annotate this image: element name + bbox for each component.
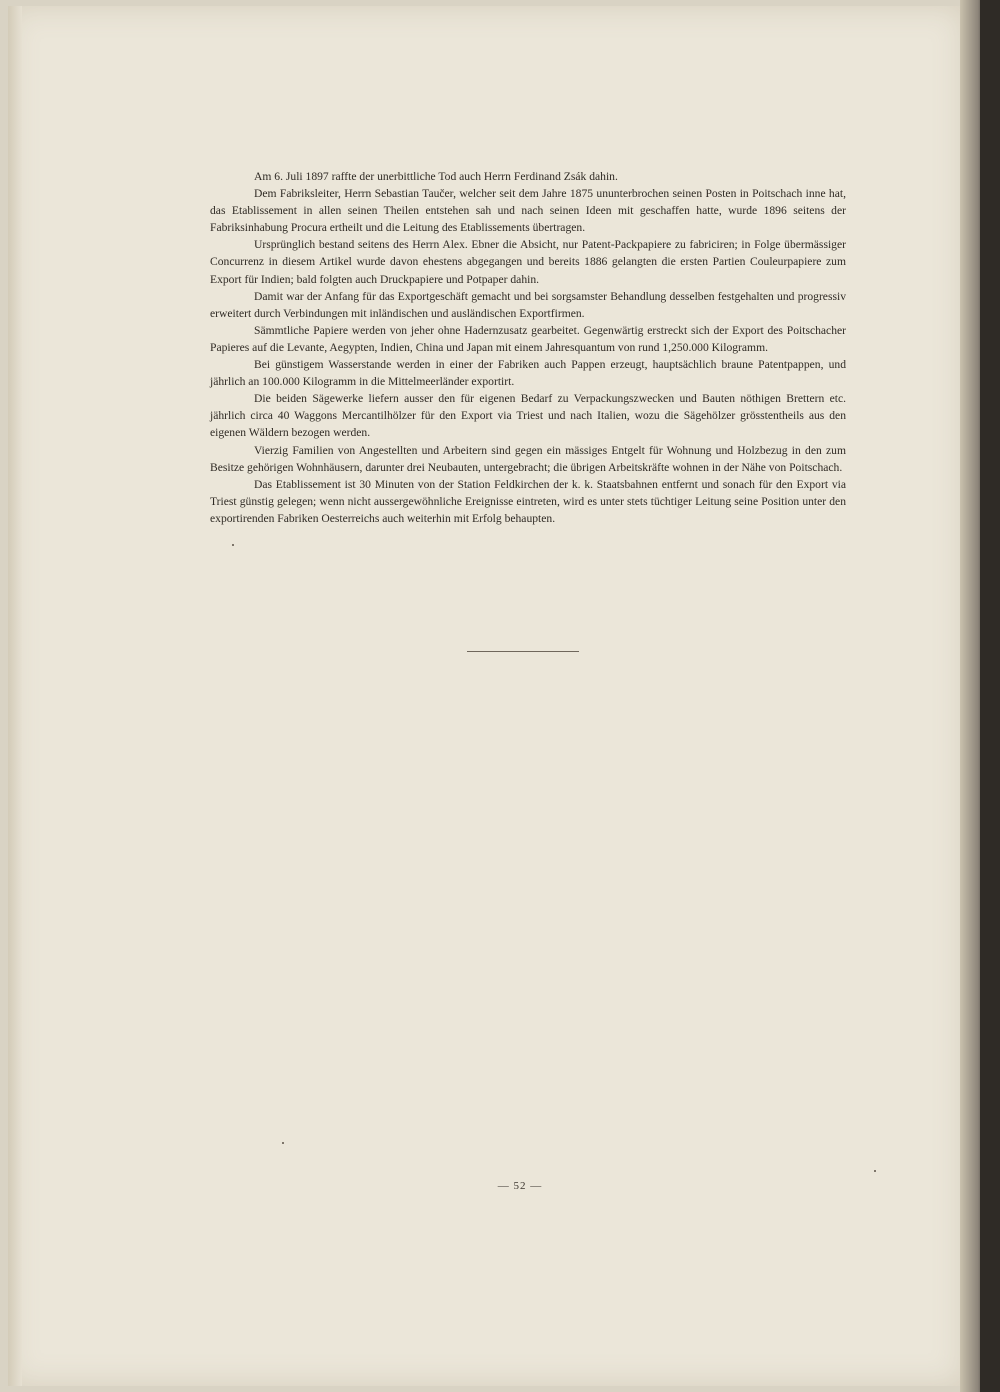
paragraph: Sämmtliche Papiere werden von jeher ohne Hadernzusatz gearbeitet. Gegenwärtig erstreckt sich der Export des Poitschacher Papieres auf die Levante, Aegypten, Indien, China und Japan mit einem Jahresquantum von rund 1,250.000 Kilogramm.	[210, 323, 846, 354]
paragraph: Am 6. Juli 1897 raffte der unerbittliche Tod auch Herrn Ferdinand Zsák dahin.	[254, 170, 618, 183]
paragraph: Bei günstigem Wasserstande werden in einer der Fabriken auch Pappen erzeugt, hauptsächlich braune Patentpappen, und jährlich an 100.000 Kilogramm in die Mittelmeerländer exportirt.	[210, 358, 846, 389]
paper-speck	[282, 1142, 284, 1144]
page-number: — 52 —	[497, 1180, 543, 1192]
page-binding-edge	[8, 6, 22, 1386]
paragraph: Ursprünglich bestand seitens des Herrn Alex. Ebner die Absicht, nur Patent-Packpapiere zu fabriciren; in Folge übermässiger Concurrenz in diesem Artikel wurde davon ehestens abgegangen und bereits 1886 gelangten die ersten Partien Couleurpapiere zum Export für Indien; bald folgten auch Druckpapiere und Potpaper dahin.	[210, 238, 846, 286]
paper-speck	[874, 1170, 876, 1172]
paragraph: Das Etablissement ist 30 Minuten von der Station Feldkirchen der k. k. Staatsbahnen entfernt und sonach für den Export via Triest günstig gelegen; wenn nicht aussergewöhnliche Ereignisse eintreten, wird es unter stets tüchtiger Leitung seine Position unter den exportirenden Fabriken Oesterreichs auch weiterhin mit Erfolg behaupten.	[210, 477, 846, 525]
paragraph: Vierzig Familien von Angestellten und Arbeitern sind gegen ein mässiges Entgelt für Wohnung und Holzbezug in den zum Besitze gehörigen Wohnhäusern, darunter drei Neubauten, untergebracht; die übrigen Arbeitskräfte wohnen in der Nähe von Poitschach.	[210, 443, 846, 474]
paper-speck	[232, 544, 234, 546]
book-cover-edge	[980, 0, 1000, 1392]
paragraph: Damit war der Anfang für das Exportgeschäft gemacht und bei sorgsamster Behandlung desselben festgehalten und progressiv erweitert durch Verbindungen mit inländischen und ausländischen Exportfirmen.	[210, 289, 846, 320]
section-divider	[467, 651, 579, 652]
body-text	[210, 168, 846, 527]
paragraph: Die beiden Sägewerke liefern ausser den für eigenen Bedarf zu Verpackungszwecken und Bauten nöthigen Brettern etc. jährlich circa 40 Waggons Mercantilhölzer für den Export via Triest und nach Italien, wozu die Sägehölzer grösstentheils aus den eigenen Wäldern bezogen werden.	[210, 392, 846, 440]
paragraph: Dem Fabriksleiter, Herrn Sebastian Taučer, welcher seit dem Jahre 1875 ununterbrochen seinen Posten in Poitschach inne hat, das Etablissement in allen seinen Theilen entstehen sah und nach seinen Ideen mit geschaffen hatte, wurde 1896 seitens der Fabriksinhabung Procura ertheilt und die Leitung des Etablissements übertragen.	[210, 187, 846, 235]
